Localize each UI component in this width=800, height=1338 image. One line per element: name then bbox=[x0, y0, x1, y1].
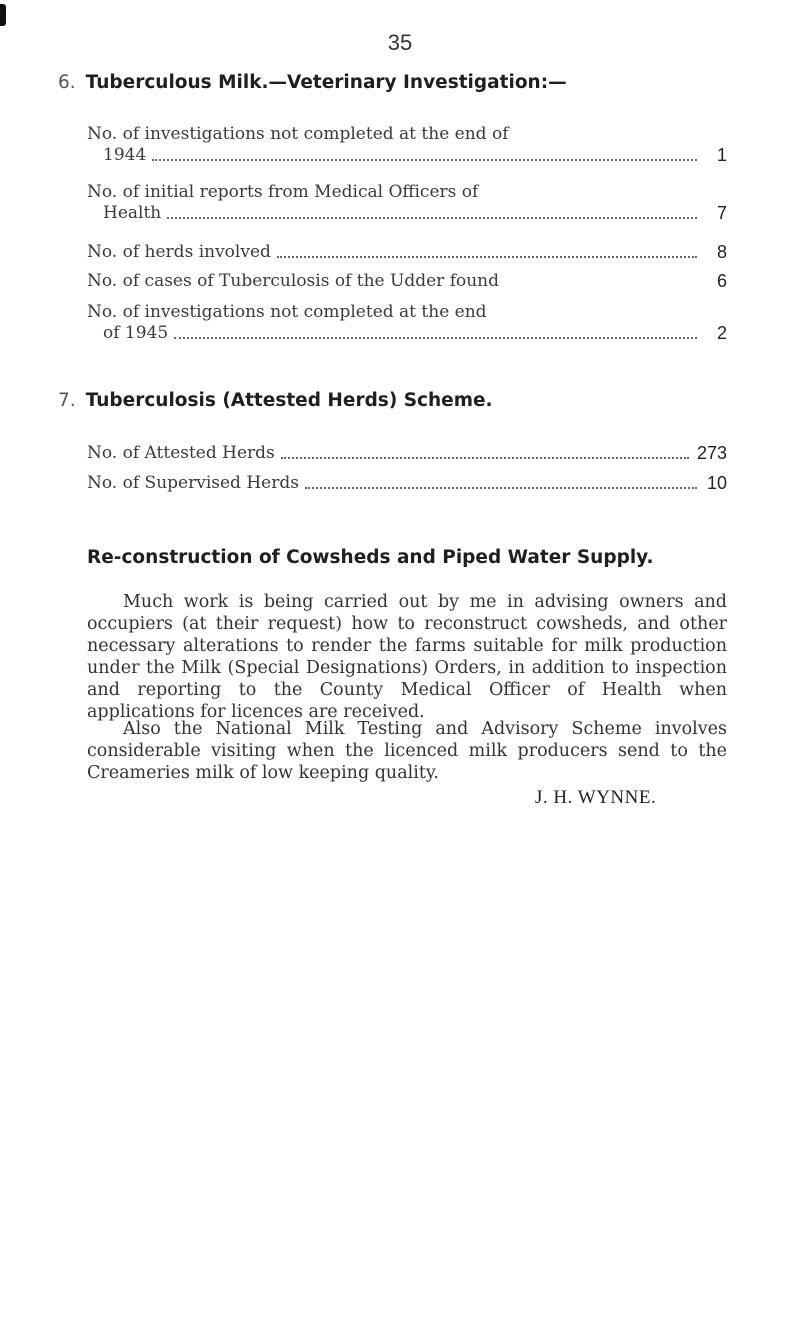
section-6-number: 6. bbox=[58, 72, 76, 93]
list-item: No. of investigations not completed at the end of 1945 2 bbox=[87, 302, 727, 343]
list-item: No. of Supervised Herds 10 bbox=[87, 473, 727, 493]
item-value: 273 bbox=[696, 443, 727, 463]
list-item: No. of herds involved 8 bbox=[87, 242, 727, 262]
paragraph: Also the National Milk Testing and Advisory Scheme involves considerable visiting when the licenced milk producers send to the Creameries milk of low keeping quality. bbox=[87, 719, 727, 783]
item-value: 1 bbox=[716, 145, 727, 165]
section-7-number: 7. bbox=[58, 390, 76, 411]
leader-dots bbox=[152, 159, 697, 161]
section-6-heading bbox=[58, 72, 567, 93]
paragraph: Much work is being carried out by me in advising owners and occupiers (at their request) how to reconstruct cowsheds, and other necessary alterations to render the farms suitable for milk production under the Milk (Special Designations) Orders, in addition to inspection and reporting to the County Medical Officer of Health when applications for licences are received. bbox=[87, 592, 727, 722]
list-item: No. of cases of Tuberculosis of the Udder found 6 bbox=[87, 271, 727, 291]
section-6-title: Tuberculous Milk.—Veterinary Investigation:— bbox=[85, 72, 567, 93]
item-value: 6 bbox=[716, 271, 727, 291]
list-item: No. of investigations not completed at the end of 1944 1 bbox=[87, 124, 727, 165]
leader-dots bbox=[277, 256, 697, 258]
leader-dots bbox=[174, 337, 697, 339]
list-item: No. of Attested Herds 273 bbox=[87, 443, 727, 463]
margin-mark bbox=[0, 4, 6, 26]
leader-dots bbox=[167, 217, 697, 219]
item-value: 2 bbox=[716, 323, 727, 343]
item-value: 8 bbox=[716, 242, 727, 262]
leader-dots bbox=[305, 487, 697, 489]
list-item: No. of initial reports from Medical Officers of Health 7 bbox=[87, 182, 727, 223]
page-number: 35 bbox=[387, 30, 413, 55]
leader-dots bbox=[281, 457, 689, 459]
signature: J. H. WYNNE. bbox=[535, 787, 657, 808]
section-7-heading bbox=[58, 390, 493, 411]
section-reconstruction-heading: Re-construction of Cowsheds and Piped Water Supply. bbox=[87, 547, 654, 568]
item-value: 10 bbox=[706, 473, 727, 493]
item-value: 7 bbox=[716, 203, 727, 223]
section-7-title: Tuberculosis (Attested Herds) Scheme. bbox=[85, 390, 493, 411]
